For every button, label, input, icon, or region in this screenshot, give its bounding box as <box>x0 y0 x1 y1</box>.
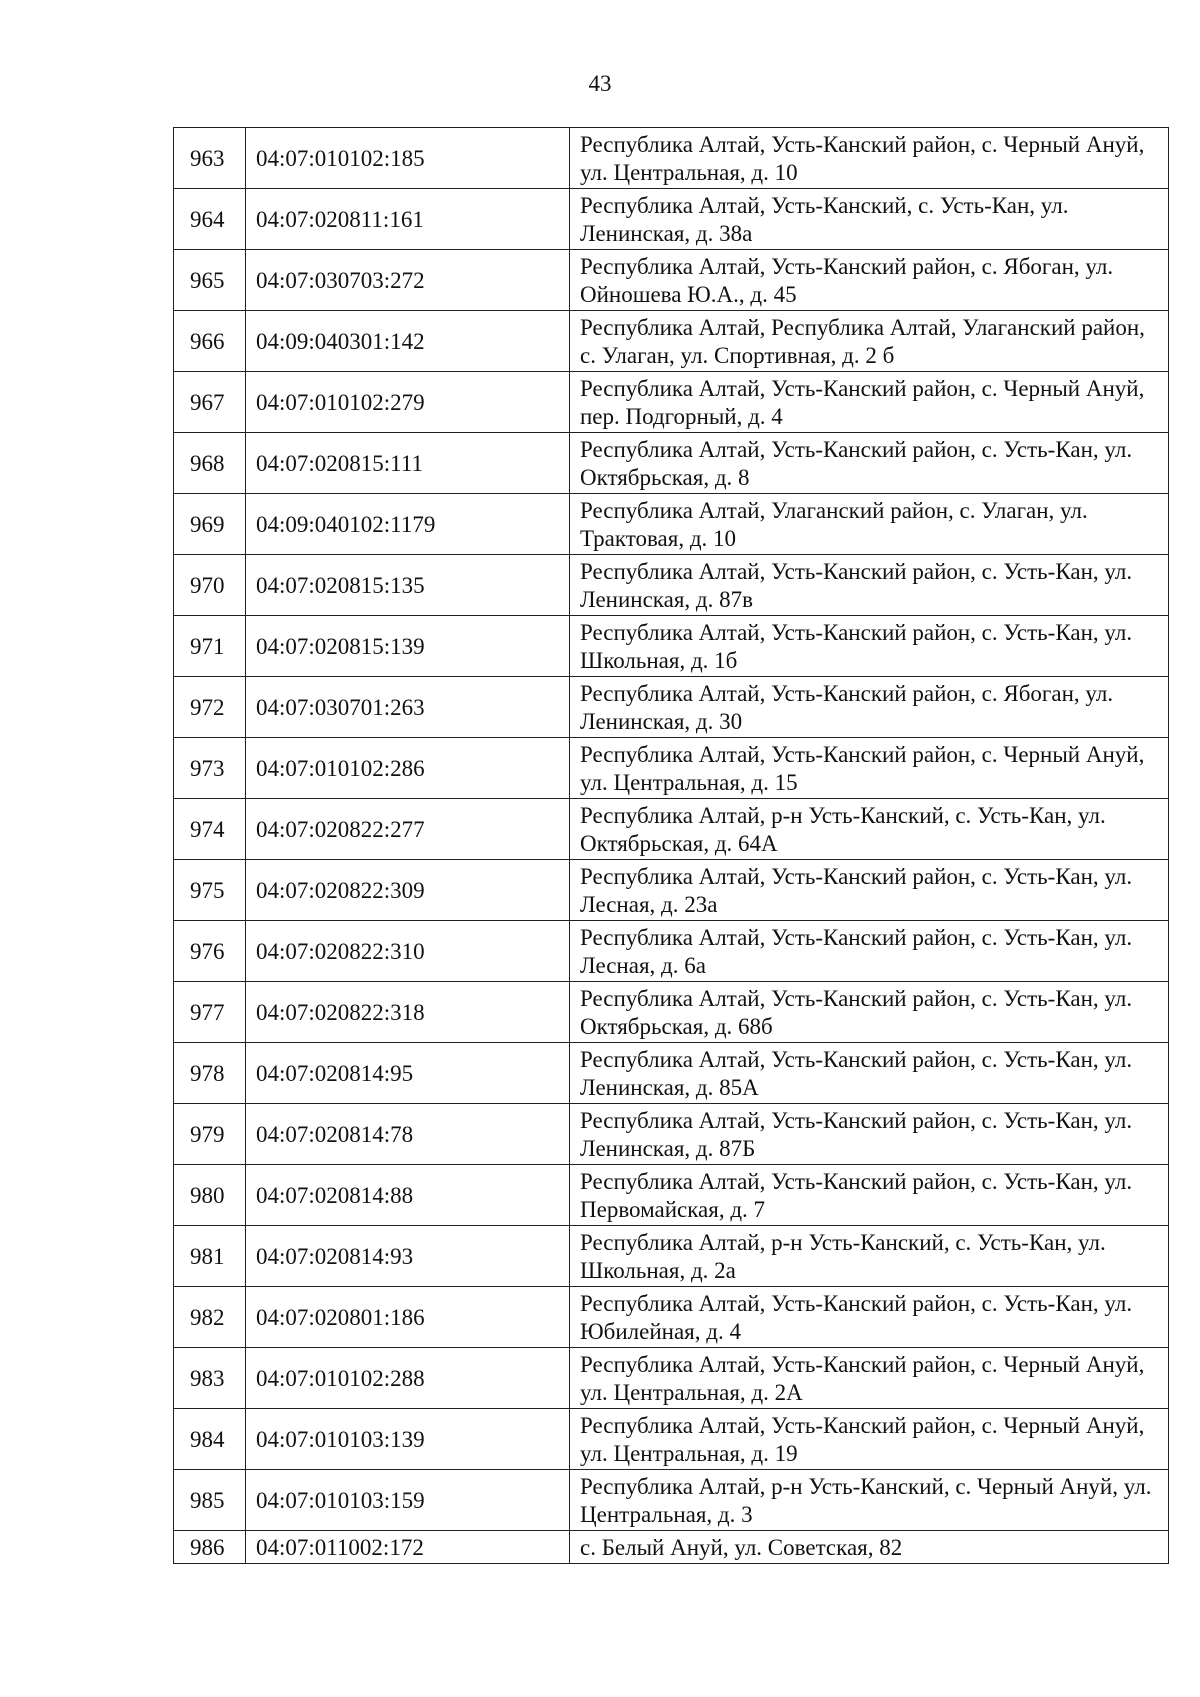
row-number-cell: 967 <box>174 372 246 433</box>
row-number-cell: 974 <box>174 799 246 860</box>
row-number-cell: 969 <box>174 494 246 555</box>
table-row <box>174 433 1169 494</box>
cadastral-number-cell: 04:07:020815:135 <box>246 555 570 616</box>
cadastral-number-cell: 04:07:010103:159 <box>246 1470 570 1531</box>
table-row <box>174 921 1169 982</box>
cadastral-number-cell: 04:07:020814:78 <box>246 1104 570 1165</box>
row-number-cell: 984 <box>174 1409 246 1470</box>
address-cell: Республика Алтай, Усть-Канский район, с. Черный Ануй, ул. Центральная, д. 10 <box>570 128 1169 189</box>
address-cell: Республика Алтай, Усть-Канский район, с. Усть-Кан, ул. Ленинская, д. 87в <box>570 555 1169 616</box>
table-row <box>174 1470 1169 1531</box>
table-row <box>174 616 1169 677</box>
table-row <box>174 1165 1169 1226</box>
row-number-cell: 983 <box>174 1348 246 1409</box>
row-number-cell: 980 <box>174 1165 246 1226</box>
cadastral-number-cell: 04:07:020814:88 <box>246 1165 570 1226</box>
cadastral-number-cell: 04:07:020814:95 <box>246 1043 570 1104</box>
cadastral-number-cell: 04:07:020815:139 <box>246 616 570 677</box>
row-number-cell: 979 <box>174 1104 246 1165</box>
address-cell: Республика Алтай, Усть-Канский район, с. Черный Ануй, ул. Центральная, д. 15 <box>570 738 1169 799</box>
address-cell: Республика Алтай, Усть-Канский район, с. Черный Ануй, пер. Подгорный, д. 4 <box>570 372 1169 433</box>
address-cell: Республика Алтай, Усть-Канский район, с. Усть-Кан, ул. Первомайская, д. 7 <box>570 1165 1169 1226</box>
table-row <box>174 1531 1169 1564</box>
address-cell: Республика Алтай, Республика Алтай, Улаганский район, с. Улаган, ул. Спортивная, д. 2 б <box>570 311 1169 372</box>
property-table-body <box>174 128 1169 1564</box>
cadastral-number-cell: 04:07:020822:277 <box>246 799 570 860</box>
table-row <box>174 1348 1169 1409</box>
cadastral-number-cell: 04:07:010102:286 <box>246 738 570 799</box>
table-row <box>174 128 1169 189</box>
table-row <box>174 189 1169 250</box>
row-number-cell: 970 <box>174 555 246 616</box>
table-row <box>174 1287 1169 1348</box>
address-cell: с. Белый Ануй, ул. Советская, 82 <box>570 1531 1169 1564</box>
address-cell: Республика Алтай, Усть-Канский район, с. Усть-Кан, ул. Ленинская, д. 87Б <box>570 1104 1169 1165</box>
row-number-cell: 972 <box>174 677 246 738</box>
row-number-cell: 971 <box>174 616 246 677</box>
address-cell: Республика Алтай, Усть-Канский район, с. Ябоган, ул. Ленинская, д. 30 <box>570 677 1169 738</box>
table-row <box>174 372 1169 433</box>
table-row <box>174 1409 1169 1470</box>
address-cell: Республика Алтай, Усть-Канский район, с. Усть-Кан, ул. Лесная, д. 6а <box>570 921 1169 982</box>
address-cell: Республика Алтай, Усть-Канский район, с. Усть-Кан, ул. Октябрьская, д. 8 <box>570 433 1169 494</box>
row-number-cell: 975 <box>174 860 246 921</box>
table-row <box>174 860 1169 921</box>
row-number-cell: 986 <box>174 1531 246 1564</box>
row-number-cell: 965 <box>174 250 246 311</box>
table-row <box>174 311 1169 372</box>
table-row <box>174 677 1169 738</box>
address-cell: Республика Алтай, Усть-Канский район, с. Усть-Кан, ул. Октябрьская, д. 68б <box>570 982 1169 1043</box>
cadastral-number-cell: 04:07:010102:279 <box>246 372 570 433</box>
cadastral-number-cell: 04:07:020822:309 <box>246 860 570 921</box>
address-cell: Республика Алтай, р-н Усть-Канский, с. Усть-Кан, ул. Октябрьская, д. 64А <box>570 799 1169 860</box>
row-number-cell: 966 <box>174 311 246 372</box>
row-number-cell: 964 <box>174 189 246 250</box>
cadastral-number-cell: 04:09:040102:1179 <box>246 494 570 555</box>
address-cell: Республика Алтай, р-н Усть-Канский, с. Черный Ануй, ул. Центральная, д. 3 <box>570 1470 1169 1531</box>
table-row <box>174 555 1169 616</box>
row-number-cell: 977 <box>174 982 246 1043</box>
cadastral-number-cell: 04:09:040301:142 <box>246 311 570 372</box>
table-row <box>174 1104 1169 1165</box>
cadastral-number-cell: 04:07:020822:310 <box>246 921 570 982</box>
row-number-cell: 982 <box>174 1287 246 1348</box>
cadastral-number-cell: 04:07:020814:93 <box>246 1226 570 1287</box>
address-cell: Республика Алтай, Усть-Канский район, с. Усть-Кан, ул. Лесная, д. 23а <box>570 860 1169 921</box>
address-cell: Республика Алтай, Усть-Канский, с. Усть-Кан, ул. Ленинская, д. 38а <box>570 189 1169 250</box>
cadastral-number-cell: 04:07:020822:318 <box>246 982 570 1043</box>
table-row <box>174 494 1169 555</box>
address-cell: Республика Алтай, Усть-Канский район, с. Черный Ануй, ул. Центральная, д. 19 <box>570 1409 1169 1470</box>
address-cell: Республика Алтай, р-н Усть-Канский, с. Усть-Кан, ул. Школьная, д. 2а <box>570 1226 1169 1287</box>
row-number-cell: 973 <box>174 738 246 799</box>
cadastral-number-cell: 04:07:020815:111 <box>246 433 570 494</box>
table-row <box>174 1043 1169 1104</box>
row-number-cell: 968 <box>174 433 246 494</box>
table-row <box>174 738 1169 799</box>
cadastral-number-cell: 04:07:010102:288 <box>246 1348 570 1409</box>
row-number-cell: 978 <box>174 1043 246 1104</box>
row-number-cell: 981 <box>174 1226 246 1287</box>
cadastral-number-cell: 04:07:010102:185 <box>246 128 570 189</box>
address-cell: Республика Алтай, Усть-Канский район, с. Усть-Кан, ул. Школьная, д. 1б <box>570 616 1169 677</box>
cadastral-number-cell: 04:07:010103:139 <box>246 1409 570 1470</box>
address-cell: Республика Алтай, Усть-Канский район, с. Черный Ануй, ул. Центральная, д. 2А <box>570 1348 1169 1409</box>
table-row <box>174 1226 1169 1287</box>
table-row <box>174 799 1169 860</box>
address-cell: Республика Алтай, Усть-Канский район, с. Ябоган, ул. Ойношева Ю.А., д. 45 <box>570 250 1169 311</box>
table-row <box>174 250 1169 311</box>
row-number-cell: 985 <box>174 1470 246 1531</box>
table-row <box>174 982 1169 1043</box>
cadastral-number-cell: 04:07:030701:263 <box>246 677 570 738</box>
cadastral-number-cell: 04:07:030703:272 <box>246 250 570 311</box>
page-number: 43 <box>588 71 612 96</box>
row-number-cell: 963 <box>174 128 246 189</box>
address-cell: Республика Алтай, Усть-Канский район, с. Усть-Кан, ул. Ленинская, д. 85А <box>570 1043 1169 1104</box>
row-number-cell: 976 <box>174 921 246 982</box>
cadastral-number-cell: 04:07:020801:186 <box>246 1287 570 1348</box>
address-cell: Республика Алтай, Улаганский район, с. Улаган, ул. Трактовая, д. 10 <box>570 494 1169 555</box>
address-cell: Республика Алтай, Усть-Канский район, с. Усть-Кан, ул. Юбилейная, д. 4 <box>570 1287 1169 1348</box>
cadastral-number-cell: 04:07:020811:161 <box>246 189 570 250</box>
cadastral-number-cell: 04:07:011002:172 <box>246 1531 570 1564</box>
property-table <box>173 127 1169 1564</box>
